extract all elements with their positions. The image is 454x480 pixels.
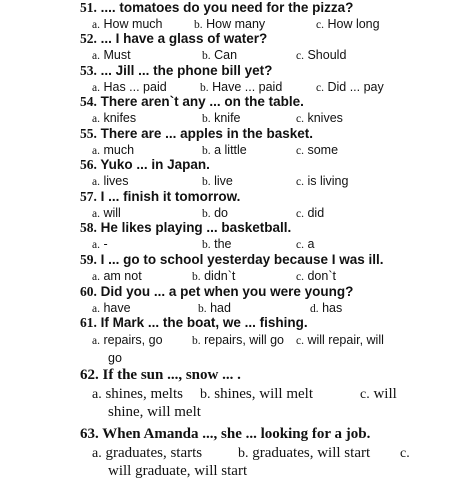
question-number: 58. bbox=[80, 220, 97, 235]
question-number: 54. bbox=[80, 94, 97, 109]
answer-option[interactable] bbox=[92, 173, 128, 190]
question-text: He likes playing ... basketball. bbox=[100, 220, 292, 235]
question-text: If Mark ... the boat, we ... fishing. bbox=[100, 315, 308, 330]
question-number: 61. bbox=[80, 315, 97, 330]
option-letter: c. bbox=[400, 446, 410, 461]
option-letter: c. bbox=[296, 50, 304, 62]
option-text: repairs, will go bbox=[204, 333, 284, 347]
option-letter: a. bbox=[92, 208, 100, 220]
question-number: 59. bbox=[80, 252, 97, 267]
option-text: Can bbox=[214, 48, 238, 62]
question-text: There aren`t any ... on the table. bbox=[100, 94, 304, 109]
answer-option[interactable] bbox=[202, 110, 241, 127]
option-letter: b. bbox=[200, 82, 209, 94]
option-letter: b. bbox=[202, 239, 211, 251]
option-text: didn`t bbox=[204, 269, 236, 283]
option-text: a bbox=[307, 237, 315, 251]
question-60 bbox=[80, 284, 353, 300]
option-text: do bbox=[214, 206, 229, 220]
option-text: How long bbox=[327, 17, 380, 31]
question-number: 62. bbox=[80, 367, 99, 383]
option-text: knifes bbox=[103, 111, 137, 125]
option-text: the bbox=[214, 237, 232, 251]
option-text: live bbox=[214, 174, 233, 188]
option-letter: b. bbox=[192, 271, 201, 283]
option-text: have bbox=[103, 301, 131, 315]
answer-option[interactable] bbox=[296, 236, 314, 253]
option-text: graduates, starts bbox=[105, 445, 203, 461]
option-text: Must bbox=[103, 48, 131, 62]
question-text: When Amanda ..., she ... looking for a job. bbox=[102, 426, 371, 442]
option-text: Did ... pay bbox=[327, 80, 384, 94]
option-letter: b. bbox=[202, 50, 211, 62]
option-letter: b. bbox=[238, 446, 249, 461]
option-text: a little bbox=[214, 143, 247, 157]
option-letter: b. bbox=[198, 303, 207, 315]
option-letter: c. bbox=[296, 113, 304, 125]
option-text: How many bbox=[206, 17, 266, 31]
question-52 bbox=[80, 31, 267, 47]
option-letter: c. bbox=[296, 271, 304, 283]
question-61 bbox=[80, 315, 308, 331]
option-letter: b. bbox=[194, 19, 203, 31]
option-letter: b. bbox=[192, 335, 201, 347]
option-text: knife bbox=[214, 111, 241, 125]
option-text: much bbox=[103, 143, 135, 157]
question-text: If the sun ..., snow ... . bbox=[102, 367, 241, 383]
question-text: .... tomatoes do you need for the pizza? bbox=[100, 0, 354, 15]
question-number: 60. bbox=[80, 284, 97, 299]
option-letter: b. bbox=[202, 208, 211, 220]
option-letter: b. bbox=[202, 176, 211, 188]
option-letter: a. bbox=[92, 335, 100, 347]
answer-option[interactable] bbox=[360, 385, 397, 404]
answer-option[interactable] bbox=[316, 16, 380, 33]
option-text: is living bbox=[307, 174, 349, 188]
question-53 bbox=[80, 63, 272, 79]
question-57 bbox=[80, 189, 240, 205]
option-text: had bbox=[210, 301, 231, 315]
option-continuation: go bbox=[108, 351, 122, 365]
question-text: Did you ... a pet when you were young? bbox=[100, 284, 354, 299]
option-letter: b. bbox=[200, 387, 211, 402]
question-number: 57. bbox=[80, 189, 97, 204]
option-text: some bbox=[307, 143, 339, 157]
question-51 bbox=[80, 0, 353, 16]
option-letter: c. bbox=[316, 19, 324, 31]
option-letter: a. bbox=[92, 271, 100, 283]
option-letter: a. bbox=[92, 19, 100, 31]
question-number: 55. bbox=[80, 126, 97, 141]
option-text: don`t bbox=[307, 269, 336, 283]
question-number: 56. bbox=[80, 157, 97, 172]
answer-option[interactable] bbox=[296, 268, 336, 285]
option-text: will bbox=[103, 206, 121, 220]
option-letter: c. bbox=[296, 208, 304, 220]
answer-option[interactable] bbox=[200, 385, 313, 404]
option-text: am not bbox=[103, 269, 142, 283]
answer-option[interactable] bbox=[202, 236, 232, 253]
question-text: I ... finish it tomorrow. bbox=[100, 189, 241, 204]
option-letter: c. bbox=[296, 239, 304, 251]
answer-option[interactable] bbox=[92, 47, 131, 64]
option-text: will bbox=[373, 386, 397, 402]
option-text: - bbox=[103, 237, 108, 251]
answer-option[interactable] bbox=[296, 205, 324, 222]
question-56 bbox=[80, 157, 210, 173]
option-text: Have ... paid bbox=[212, 80, 283, 94]
option-letter: b. bbox=[202, 145, 211, 157]
question-62 bbox=[80, 367, 241, 383]
answer-option[interactable] bbox=[202, 47, 237, 64]
option-text: graduates, will start bbox=[252, 445, 371, 461]
option-letter: c. bbox=[360, 387, 370, 402]
answer-option[interactable] bbox=[310, 300, 342, 317]
question-number: 52. bbox=[80, 31, 97, 46]
question-text: ... I have a glass of water? bbox=[100, 31, 268, 46]
option-text: shines, will melt bbox=[214, 386, 313, 402]
answer-option[interactable] bbox=[92, 332, 163, 349]
answer-option[interactable] bbox=[92, 444, 202, 463]
option-letter: a. bbox=[92, 113, 100, 125]
question-63 bbox=[80, 426, 370, 442]
option-continuation: will graduate, will start bbox=[108, 463, 248, 479]
answer-option[interactable] bbox=[296, 110, 343, 127]
answer-option[interactable] bbox=[92, 236, 108, 253]
question-text: Yuko ... in Japan. bbox=[100, 157, 210, 172]
answer-option[interactable] bbox=[238, 444, 370, 463]
option-letter: a. bbox=[92, 303, 100, 315]
question-55 bbox=[80, 126, 313, 142]
answer-option[interactable] bbox=[296, 332, 384, 349]
answer-option[interactable] bbox=[92, 385, 183, 404]
answer-option[interactable] bbox=[92, 268, 142, 285]
option-letter: c. bbox=[316, 82, 324, 94]
option-text: shines, melts bbox=[105, 386, 183, 402]
answer-option[interactable] bbox=[296, 142, 338, 159]
question-number: 63. bbox=[80, 426, 99, 442]
answer-option[interactable] bbox=[296, 173, 348, 190]
option-text: will repair, will bbox=[307, 333, 384, 347]
option-letter: c. bbox=[296, 176, 304, 188]
option-letter: a. bbox=[92, 176, 100, 188]
question-text: There are ... apples in the basket. bbox=[100, 126, 313, 141]
option-letter: a. bbox=[92, 145, 100, 157]
option-letter: a. bbox=[92, 50, 100, 62]
option-letter: a. bbox=[92, 82, 100, 94]
option-letter: c. bbox=[296, 145, 304, 157]
question-text: I ... go to school yesterday because I was ill. bbox=[100, 252, 384, 267]
option-letter: d. bbox=[310, 303, 319, 315]
option-text: Has ... paid bbox=[103, 80, 167, 94]
option-text: has bbox=[322, 301, 343, 315]
option-text: did bbox=[307, 206, 325, 220]
option-text: repairs, go bbox=[103, 333, 163, 347]
option-letter: b. bbox=[202, 113, 211, 125]
question-number: 51. bbox=[80, 0, 97, 15]
option-letter: a. bbox=[92, 446, 102, 461]
option-text: How much bbox=[103, 17, 163, 31]
answer-option[interactable] bbox=[202, 173, 233, 190]
option-text: lives bbox=[103, 174, 129, 188]
question-text: ... Jill ... the phone bill yet? bbox=[100, 63, 273, 78]
option-text: Should bbox=[307, 48, 347, 62]
option-continuation: shine, will melt bbox=[108, 404, 201, 420]
answer-option[interactable] bbox=[192, 332, 284, 349]
question-number: 53. bbox=[80, 63, 97, 78]
answer-option[interactable] bbox=[316, 79, 384, 96]
answer-option[interactable] bbox=[92, 110, 136, 127]
question-54 bbox=[80, 94, 304, 110]
option-text: knives bbox=[307, 111, 343, 125]
question-59 bbox=[80, 252, 384, 268]
answer-option[interactable] bbox=[296, 47, 346, 64]
option-letter: a. bbox=[92, 387, 102, 402]
answer-option[interactable] bbox=[192, 268, 235, 285]
answer-option[interactable] bbox=[400, 444, 410, 463]
question-58 bbox=[80, 220, 291, 236]
option-letter: c. bbox=[296, 335, 304, 347]
option-letter: a. bbox=[92, 239, 100, 251]
